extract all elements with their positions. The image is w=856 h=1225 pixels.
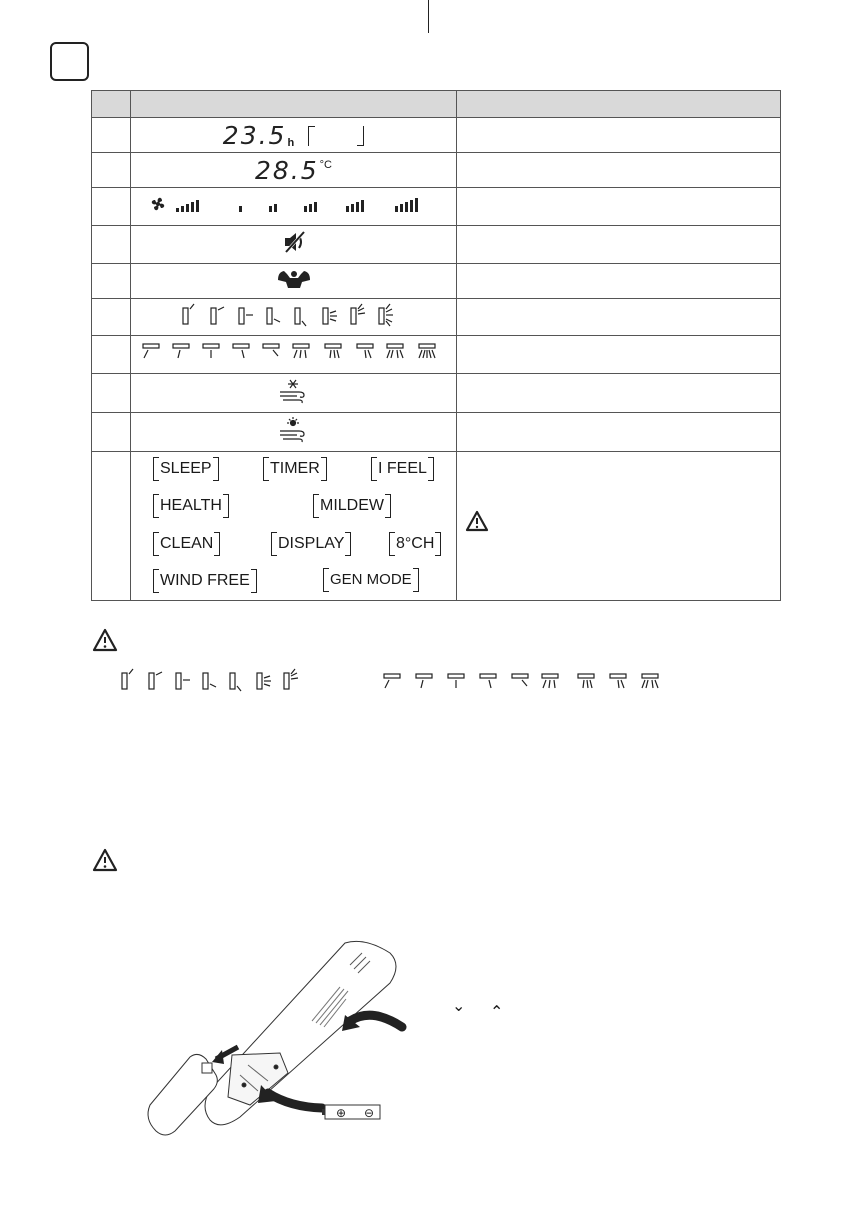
temperature-digits: 28.5 [254,155,319,185]
heat-wind-icon [277,417,311,443]
hour-unit: h [287,136,295,149]
vertical-louver-strip [118,668,318,692]
timer-label: TIMER [263,460,327,478]
display-label: DISPLAY [271,535,351,553]
fan-speed-2-bars [269,204,277,212]
fan-icon [151,198,163,210]
fan-speed-3-bars [304,202,317,212]
mildew-label: MILDEW [313,497,391,515]
warning-icon [465,510,489,532]
lcd-symbol-table [91,90,781,601]
table-row [92,413,781,452]
table-row [92,299,781,336]
wind-free-label: WIND FREE [153,572,257,590]
remote-battery-illustration [140,935,420,1140]
temperature-display [131,153,457,188]
table-row [92,264,781,299]
gen-mode-label: GEN MODE [323,571,419,589]
i-feel-label: I FEEL [371,460,434,478]
table-row [92,374,781,413]
fan-speed-display [131,188,457,226]
timer-display [131,118,457,153]
function-label-grid [131,452,456,600]
table-row [92,226,781,264]
header-col-number [92,91,131,118]
fan-speed-auto-bars [176,200,199,212]
fan-speed-5-bars [395,198,418,212]
battery-plus-sign: ⊕ [336,1106,347,1120]
fan-speed-icons [144,193,444,215]
chevron-down-icon: ⌄ [452,996,466,1015]
table-row [92,188,781,226]
timer-digits: 23.5 [222,120,287,150]
clean-label: CLEAN [153,535,220,553]
timer-bracket [308,126,364,146]
turbo-icon [276,268,312,290]
celsius-unit: °C [319,158,332,171]
table-row [92,336,781,374]
vertical-louver-icons [179,303,409,327]
battery-minus-sign: ⊖ [364,1106,375,1120]
8c-heat-label: 8°CH [389,535,441,553]
header-col-display [131,91,457,118]
horizontal-louver-icons [139,342,449,362]
fan-speed-1-bars [239,206,242,212]
table-row [92,153,781,188]
header-col-description [457,91,781,118]
page-number-box [50,42,89,81]
warning-icon [92,628,118,652]
fan-speed-4-bars [346,200,364,212]
health-label: HEALTH [153,497,229,515]
cool-wind-icon [277,378,311,404]
mute-icon [282,231,306,253]
horizontal-louver-strip [380,672,675,692]
table-row [92,452,781,601]
table-row [92,118,781,153]
sleep-label: SLEEP [153,460,219,478]
cut-mark [428,0,429,33]
chevron-up-icon: ⌃ [490,1002,504,1021]
table-header-row [92,91,781,118]
warning-icon [92,848,118,872]
